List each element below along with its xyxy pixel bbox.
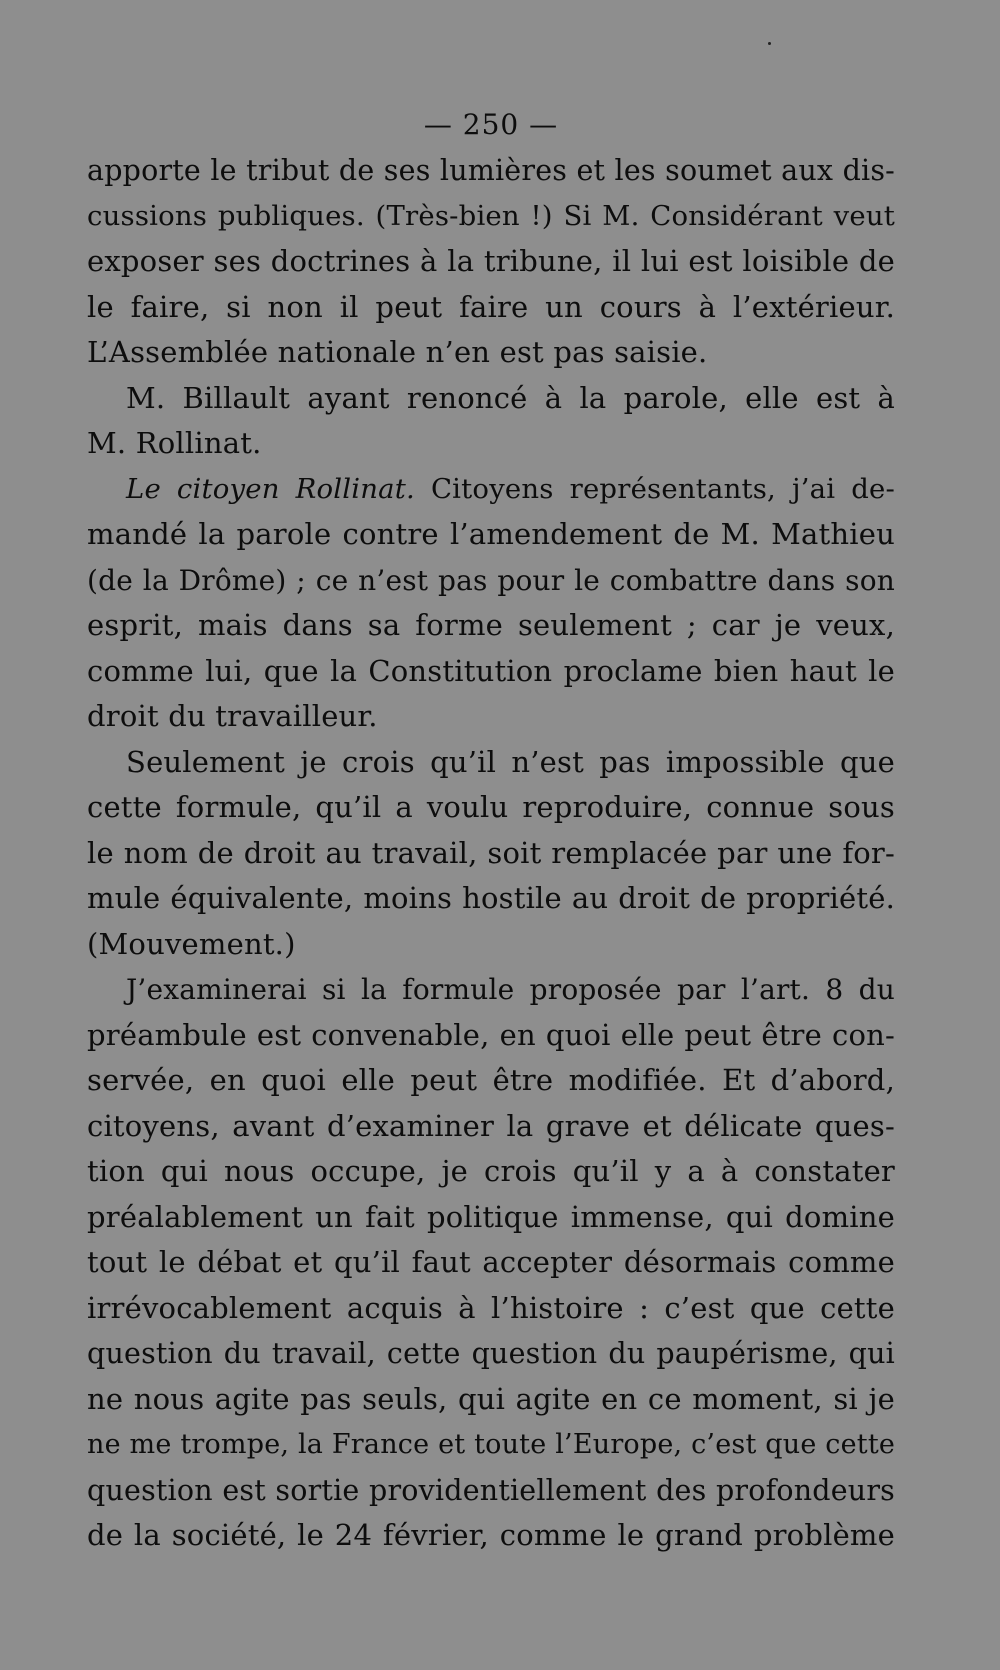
text-line: cette formule, qu’il a voulu reproduire, connue sous — [87, 790, 895, 824]
text-line — [87, 467, 895, 513]
text-line: citoyens, avant d’examiner la grave et délicate ques- — [87, 1108, 895, 1143]
text-line: préambule est convenable, en quoi elle peut être con- — [87, 1017, 895, 1052]
text-line: esprit, mais dans sa forme seulement ; car je veux, — [87, 608, 895, 642]
text-line: question du travail, cette question du paupérisme, qui — [87, 1337, 895, 1370]
body-text — [87, 148, 895, 1559]
text-line: ne me trompe, la France et toute l’Europe, c’est que cette — [87, 1429, 896, 1460]
text-line: cussions publiques. (Très-bien !) Si M. Considérant veut — [87, 199, 895, 232]
text-line: ne nous agite pas seuls, qui agite en ce moment, si je — [87, 1381, 895, 1416]
text-line: tion qui nous occupe, je crois qu’il y a à constater — [87, 1154, 895, 1188]
speech-text: Citoyens représentants, j’ai de- — [414, 472, 895, 505]
text-line: tout le débat et qu’il faut accepter désormais comme — [87, 1245, 895, 1279]
text-line: irrévocablement acquis à l’histoire : c’est que cette — [87, 1290, 895, 1325]
text-line: préalablement un fait politique immense, qui domine — [87, 1199, 895, 1234]
text-line: M. Rollinat. — [87, 426, 262, 460]
text-line: question est sortie providentiellement des profondeurs — [87, 1473, 895, 1507]
book-page — [87, 102, 895, 1559]
text-line: apporte le tribut de ses lumières et les soumet aux dis- — [87, 154, 895, 187]
speaker-name: Le citoyen Rollinat. — [126, 472, 415, 505]
text-line: mandé la parole contre l’amendement de M. Mathieu — [87, 517, 895, 551]
text-line: le nom de droit au travail, soit remplacée par une for- — [87, 835, 895, 870]
text-line: de la société, le 24 février, comme le grand problème — [87, 1518, 895, 1552]
text-line: (de la Drôme) ; ce n’est pas pour le combattre dans son — [87, 563, 895, 597]
text-line: servée, en quoi elle peut être modifiée. Et d’abord, — [87, 1063, 895, 1097]
text-line: J’examinerai si la formule proposée par l’art. 8 du — [126, 973, 895, 1006]
page-number: — 250 — — [423, 108, 559, 141]
text-line: exposer ses doctrines à la tribune, il lui est loisible de — [87, 244, 895, 278]
text-line: mule équivalente, moins hostile au droit de propriété. — [87, 881, 895, 915]
scan-speck — [768, 42, 771, 45]
text-line: le faire, si non il peut faire un cours à l’extérieur. — [87, 289, 895, 324]
text-line: (Mouvement.) — [87, 926, 296, 961]
text-line: L’Assemblée nationale n’en est pas saisie. — [87, 335, 708, 369]
text-line: Seulement je crois qu’il n’est pas impossible que — [126, 744, 895, 779]
text-line: M. Billault ayant renoncé à la parole, elle est à — [126, 380, 895, 415]
text-line: droit du travailleur. — [87, 699, 378, 733]
text-line: comme lui, que la Constitution proclame bien haut le — [87, 653, 895, 688]
